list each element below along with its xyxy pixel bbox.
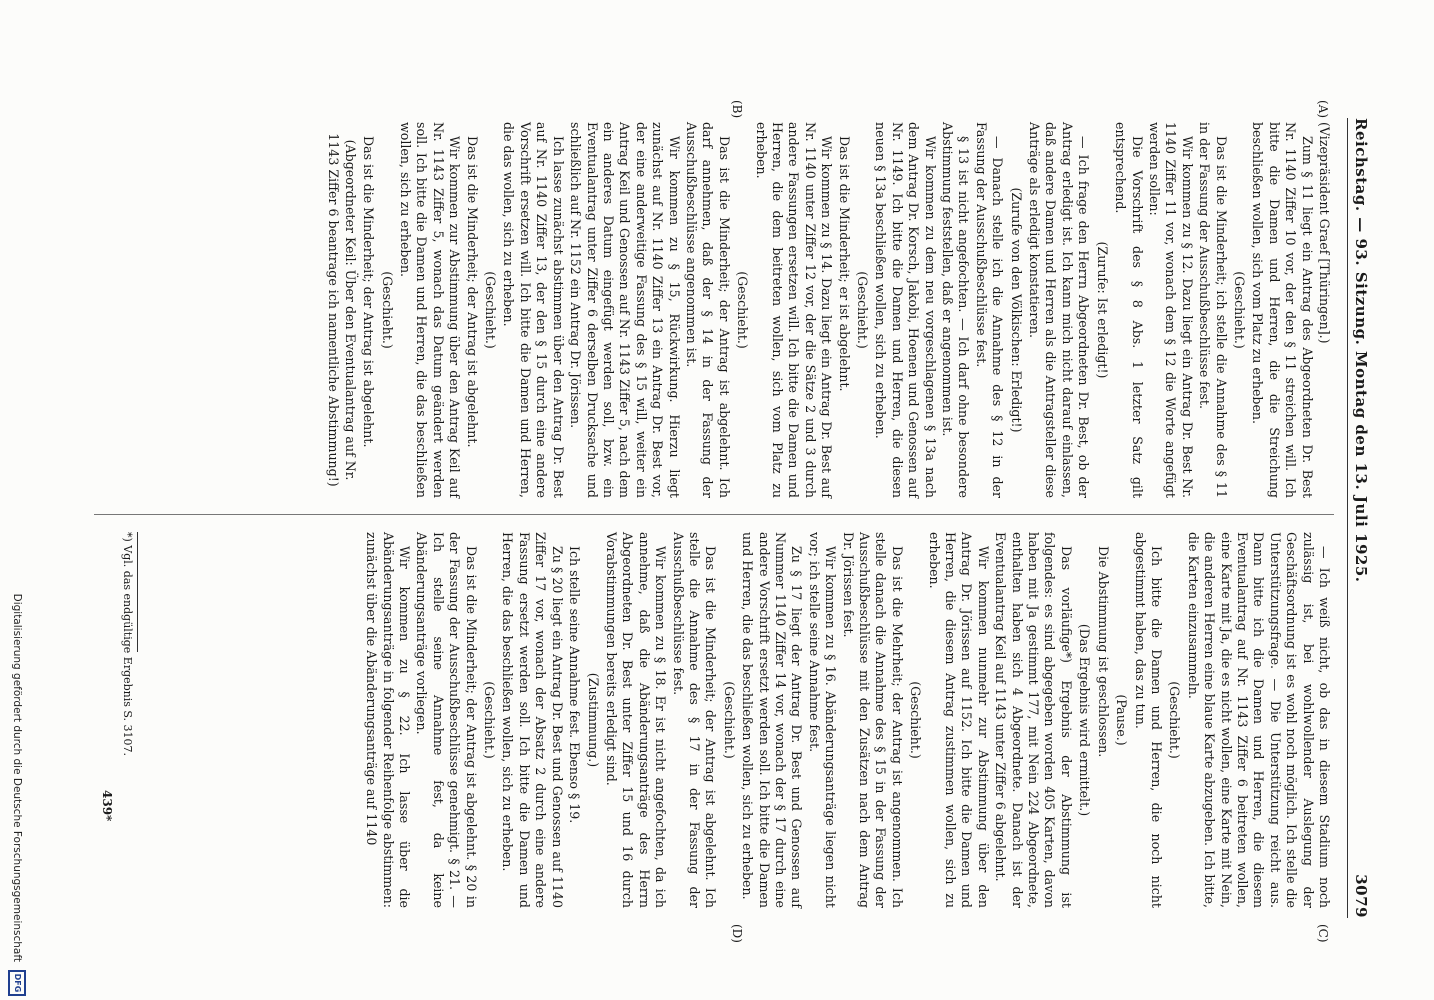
interjection: (Geschieht.) [735,271,751,349]
paragraph: Ich bitte die Damen und Herren, die noch nicht abgestimmt haben, das zu tun. [1132,532,1164,908]
interjection: (Geschieht.) [482,681,498,759]
dfg-logo-icon: DFG [8,970,26,996]
paragraph: Das ist die Minderheit; ich stelle die Annahme des § 11 in der Fassung der Ausschußbeschlüsse fest. [1197,122,1229,498]
paragraph: Zu § 20 liegt ein Antrag Dr. Best und Genossen auf 1140 Ziffer 17 vor, wonach der Absatz 2 durch eine andere Fassung ersetzt werden soll. Ich bitte die Damen und Herren, die das beschließen wollen, sich zu erheben. [500,532,565,908]
margin-marker-d: (D) [730,924,744,943]
paragraph: Wir kommen nunmehr zur Abstimmung über den Antrag Dr. Jörissen auf 1152. Ich bitte die Damen und Herren, die diesem Antrag zustimmen wollen, sich zu erheben. [926,532,991,908]
interjection: (Zurufe von den Völkischen: Erledigt!) [1008,187,1024,433]
paragraph: — Ich frage den Herrn Abgeordneten Dr. Best, ob der Antrag erledigt ist. Ich kann mich nicht darauf einlassen, daß andere Damen und Herren als die Antragsteller diese Anträge als erledigt konstatieren. [1027,122,1092,498]
interjection: (Geschieht.) [379,271,395,349]
interjection: (Geschieht.) [908,681,924,759]
paragraph: Ich stelle seine Annahme fest. Ebenso § 19. [567,546,583,824]
paragraph: — Ich weiß nicht, ob das in diesem Stadium noch zulässig ist, bei wohlwollender Auslegung der Geschäftsordnung ist es wohl noch möglich. Ich stelle die Unterstützungsfrage. — Die Unterstützung reicht aus. Dann bitte ich die Damen und Herren, die diesem Eventualantrag auf Nr. 1143 Ziffer 6 beitreten wollen, eine Karte mit Ja, die es nicht wollen, eine Karte mit Nein, die anderen Herren eine blaue Karte abzugeben. Ich bitte, die Karten einzusammeln. [1185,532,1332,908]
paragraph: Wir kommen zu § 16. Abänderungsanträge liegen nicht vor; ich stelle seine Annahme fest. [806,532,839,908]
paragraph: Die Abstimmung ist geschlossen. [1095,546,1111,758]
interjection: (Das Ergebnis wird ermittelt.) [1077,623,1093,817]
column-divider [94,514,1334,515]
paragraph: Das ist die Minderheit; der Antrag ist abgelehnt. [464,136,480,448]
margin-marker-a: (A) [1316,100,1330,119]
credit-text: Digitalisierung gefördert durch die Deutsche Forschungsgemeinschaft [11,593,23,962]
paragraph: Das ist die Minderheit; er ist abgelehnt. [836,136,852,392]
interjection: (Geschieht.) [721,681,737,759]
left-column [102,122,1332,498]
paragraph: Wir kommen zu § 18. Er ist nicht angefochten, da ich annehme, daß die Abänderungsanträge des Herrn Abgeordneten Dr. Best unter Ziffer 15 und 16 durch Vorabstimmungen bereits erledigt sind. [603,532,669,908]
paragraph: Das vorläufige*) Ergebnis der Abstimmung ist folgendes: es sind abgegeben worden 405 Karten, davon haben mit Ja gestimmt 177, mit Nein 224 Abgeordnete, enthalten haben sich 4 Abgeordnete. Danach ist der Eventualantrag Keil auf 1143 unter Ziffer 6 abgelehnt. [993,532,1074,908]
interjection: (Zurufe: Ist erledigt!) [1094,241,1110,379]
interjection: (Geschieht.) [1231,271,1247,349]
paragraph: Zu § 17 liegt der Antrag Dr. Best und Genossen auf Nummer 1140 Ziffer 14 vor, wonach der § 17 durch eine andere Vorschrift ersetzt werden soll. Ich bitte die Damen und Herren, die das beschließen wollen, sich zu erheben. [740,532,805,908]
paragraph: — Danach stelle ich die Annahme des § 12 in der Fassung der Ausschußbeschlüsse fest. [973,122,1006,498]
paragraph: Das ist die Minderheit; der Antrag ist abgelehnt. [361,136,377,448]
interjection: (Zustimmung.) [585,672,601,768]
interjection: (Geschieht.) [855,271,871,349]
paragraph: Wir kommen zu § 12. Dazu liegt ein Antrag Dr. Best Nr. 1140 Ziffer 11 vor, wonach dem § 12 die Worte angefügt werden sollen: [1146,122,1195,498]
page-number: 3079 [1352,874,1370,918]
right-column [102,532,1332,908]
margin-marker-c: (C) [1316,924,1330,943]
paragraph: Zum § 11 liegt ein Antrag des Abgeordneten Dr. Best Nr. 1140 Ziffer 10 vor, der den § 11 streichen will. Ich bitte die Damen und Herren, die die Streichung beschließen wollen, sich vom Platz zu erheben. [1250,122,1315,498]
interjection: (Geschieht.) [483,271,499,349]
margin-marker-b: (B) [730,100,744,119]
interjection: (Pause.) [1114,694,1130,746]
paragraph: Das ist die Minderheit; der Antrag ist abgelehnt. Ich darf annehmen, daß der § 14 in der Fassung der Ausschußbeschlüsse angenommen ist. [683,122,732,498]
paragraph: Wir kommen zu dem neu vorgeschlagenen § 13a nach dem Antrag Dr. Korsch, Jakobi, Hoenen und Genossen auf Nr. 1149. Ich bitte die Damen und Herren, die diesen neuen § 13a beschließen wollen, sich zu erheben. [873,122,938,498]
paragraph: Die Vorschrift des § 8 Abs. 1 letzter Satz gilt entsprechend. [1113,122,1145,498]
paragraph: Wir kommen zu § 22. Ich lasse über die Abänderungsanträge in folgender Reihenfolge abstimmen: zunächst über die Abänderungsanträge auf 1140 [364,532,413,908]
paragraph: § 13 ist nicht angefochten. — Ich darf ohne besondere Abstimmung feststellen, daß er angenommen ist. [940,122,972,498]
interjection: (Geschieht.) [1167,681,1183,759]
signature-mark: 439* [100,790,114,822]
paragraph: Wir kommen zu § 15, Rückwirkung. Hierzu liegt zunächst auf Nr. 1140 Ziffer 13 ein Antrag Dr. Best vor, der eine anderweitige Fassung des § 15 will, weiter ein Antrag Keil und Genossen auf Nr. 1143 Ziffer 5, nach dem ein anderes Datum eingefügt werden soll, bzw. ein Eventualantrag unter Ziffer 6 derselben Drucksache und schließlich auf Nr. 1152 ein Antrag Dr. Jörissen. [568,122,682,498]
interjection: (Abgeordneter Keil: Über den Eventualantrag auf Nr. 1143 Ziffer 6 beantrage ich namentliche Abstimmung!) [326,133,358,487]
paragraph: Das ist die Mehrheit; der Antrag ist angenommen. Ich stelle danach die Annahme des § 15 in der Fassung der Ausschußbeschlüsse mit den Zusätzen nach dem Antrag Dr. Jörissen fest. [840,532,905,908]
digitization-credit [6,4,28,996]
paragraph: Das ist die Minderheit; der Antrag ist abgelehnt. § 20 in der Fassung der Ausschußbeschlüsse genehmigt. § 21. — Ich stelle seine Annahme fest, da keine Abänderungsanträge vorliegen. [414,532,479,908]
paragraph: Das ist die Minderheit; der Antrag ist abgelehnt. Ich stelle die Annahme des § 17 in der Fassung der Ausschußbeschlüsse fest. [670,532,719,908]
paragraph: Ich lasse zunächst abstimmen über den Antrag Dr. Best auf Nr. 1140 Ziffer 13, der den § 15 durch eine andere Vorschrift ersetzen will. Ich bitte die Damen und Herren, die das wollen, sich zu erheben. [501,122,566,498]
page-header [1347,118,1374,918]
paragraph: Wir kommen zu § 14. Dazu liegt ein Antrag Dr. Best auf Nr. 1140 unter Ziffer 12 vor, der die Sätze 2 und 3 durch andere Fassungen ersetzen will. Ich bitte die Damen und Herren, die dem beitreten wollen, sich vom Platz zu erheben. [753,122,835,498]
paragraph: Wir kommen zur Abstimmung über den Antrag Keil auf Nr. 1143 Ziffer 5, wonach das Datum geändert werden soll. Ich bitte die Damen und Herren, die das beschließen wollen, sich zu erheben. [398,122,463,498]
footnote: *) Vgl. das endgültige Ergebnis S. 3107. [121,532,134,757]
header-title: Reichstag. — 93. Sitzung. Montag den 13. Juli 1925. [1352,118,1370,583]
paragraph: (Vizepräsident Graef [Thüringen].) [1317,122,1332,344]
footnote-rule [137,532,138,652]
